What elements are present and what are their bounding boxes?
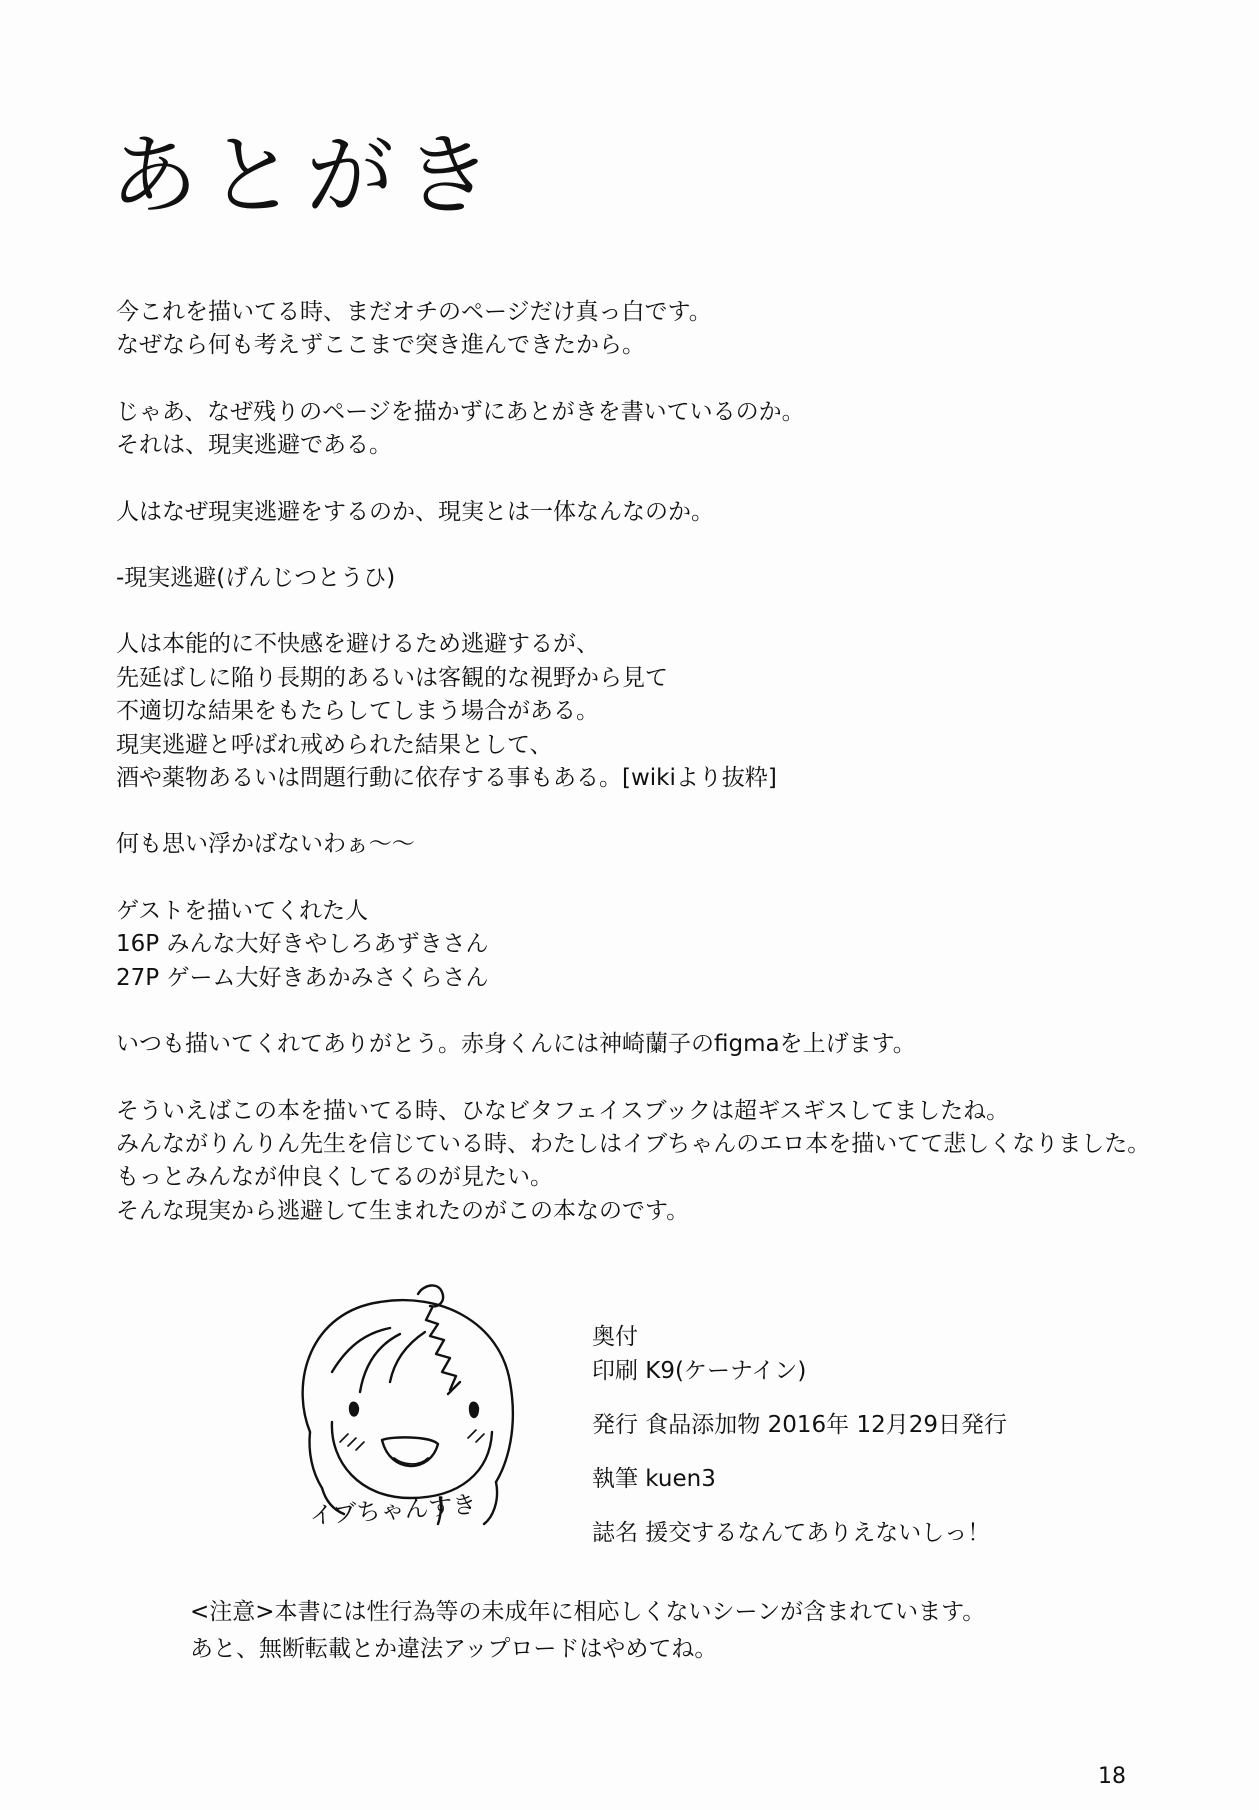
text-line: 人は本能的に不快感を避けるため逃避するが、	[116, 631, 599, 658]
text-line: 酒や薬物あるいは問題行動に依存する事もある。[wikiより抜粋]	[116, 765, 777, 792]
colophon-publisher: 発行 食品添加物 2016年 12月29日発行	[592, 1412, 1007, 1438]
text-line: 今これを描いてる時、まだオチのページだけ真っ白です。	[116, 299, 712, 325]
text-line: そんな現実から逃避して生まれたのがこの本なのです。	[116, 1197, 690, 1224]
paragraph	[116, 628, 1196, 795]
paragraph	[116, 828, 1196, 861]
text-line: 先延ばしに陥り長期的あるいは客観的な視野から見て	[116, 664, 668, 691]
colophon-printer: 印刷 K9(ケーナイン)	[592, 1358, 807, 1384]
paragraph	[116, 562, 1196, 595]
text-line: 16P みんな大好きやしろあずきさん	[116, 931, 489, 958]
text-line: じゃあ、なぜ残りのページを描かずにあとがきを書いているのか。	[116, 398, 805, 425]
text-line: 不適切な結果をもたらしてしまう場合がある。	[116, 698, 599, 725]
colophon-author: 執筆 kuen3	[592, 1466, 716, 1492]
chibi-sketch-illustration	[270, 1262, 570, 1532]
text-line: なぜなら何も考えずここまで突き進んできたから。	[116, 332, 645, 359]
page-number: 18	[1098, 1764, 1126, 1789]
afterword-body	[116, 296, 1196, 1228]
text-line: それは、現実逃避である。	[116, 432, 392, 459]
text-line: -現実逃避(げんじつとうひ)	[116, 565, 396, 592]
notice-line: <注意>本書には性行為等の未成年に相応しくないシーンが含まれています。	[190, 1599, 986, 1625]
text-line: 27P ゲーム大好きあかみさくらさん	[116, 964, 489, 991]
content-notice	[190, 1594, 985, 1668]
text-line: そういえばこの本を描いてる時、ひなビタフェイスブックは超ギスギスしてましたね。	[116, 1097, 1010, 1124]
colophon-heading: 奥付	[592, 1324, 638, 1350]
paragraph	[116, 895, 1196, 995]
text-line: いつも描いてくれてありがとう。赤身くんには神崎蘭子のfigmaを上げます。	[116, 1031, 916, 1058]
paragraph	[116, 396, 1196, 463]
sketch-caption: イブちゃんすき	[308, 1490, 478, 1530]
text-line: 現実逃避と呼ばれ戒められた結果として、	[116, 731, 553, 758]
text-line: 人はなぜ現実逃避をするのか、現実とは一体なんなのか。	[116, 498, 714, 525]
colophon-magazine: 誌名 援交するなんてありえないしっ！	[592, 1520, 991, 1546]
page-title: あとがき	[110, 124, 503, 227]
text-line: みんながりんりん先生を信じている時、わたしはイブちゃんのエロ本を描いてて悲しくなりました。	[116, 1130, 1151, 1157]
text-line: もっとみんなが仲良くしてるのが見たい。	[116, 1164, 553, 1191]
text-line: 何も思い浮かばないわぁ～～	[116, 831, 415, 858]
paragraph	[116, 496, 1196, 529]
paragraph	[116, 1095, 1196, 1229]
notice-line: あと、無断転載とか違法アップロードはやめてね。	[190, 1636, 718, 1662]
paragraph	[116, 1028, 1196, 1061]
text-line: ゲストを描いてくれた人	[116, 897, 369, 924]
paragraph	[116, 296, 1196, 363]
